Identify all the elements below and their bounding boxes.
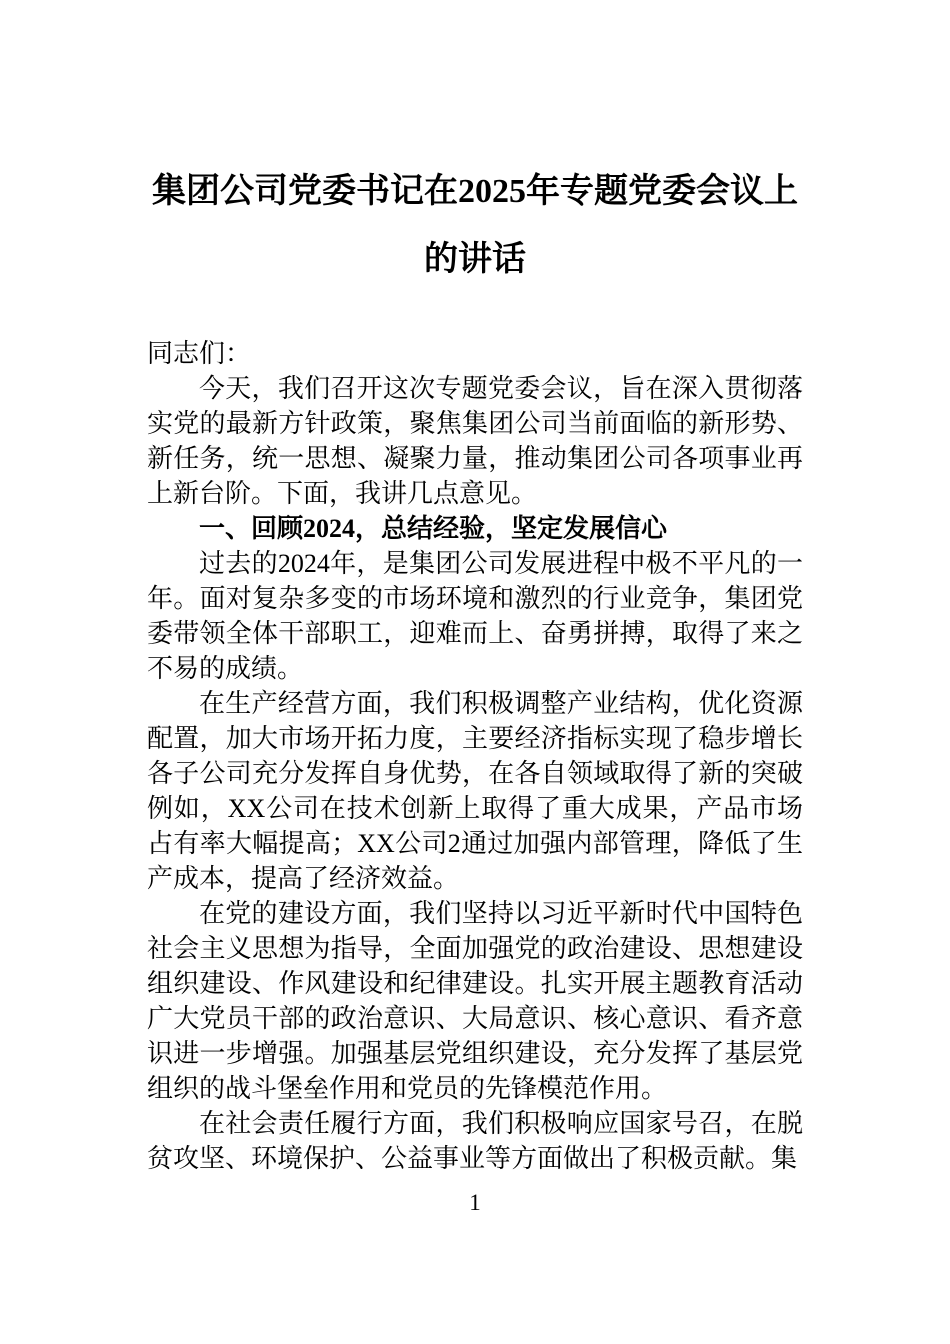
page-number: 1 bbox=[469, 1190, 481, 1215]
paragraph: 今天，我们召开这次专题党委会议，旨在深入贯彻落实党的最新方针政策，聚焦集团公司当前面临的新形势、新任务，统一思想、凝聚力量，推动集团公司各项事业再上新台阶。下面，我讲几点意见。 bbox=[147, 374, 803, 508]
section-heading: 一、回顾2024，总结经验，坚定发展信心 bbox=[199, 514, 668, 543]
document-body bbox=[147, 336, 803, 1176]
paragraph: 在社会责任履行方面，我们积极响应国家号召，在脱贫攻坚、环境保护、公益事业等方面做出了积极贡献。集 bbox=[147, 1109, 803, 1173]
paragraph: 在生产经营方面，我们积极调整产业结构，优化资源配置，加大市场开拓力度，主要经济指标实现了稳步增长各子公司充分发挥自身优势，在各自领域取得了新的突破例如，XX公司在技术创新上取得了重大成果，产品市场占有率大幅提高；XX公司2通过加强内部管理，降低了生产成本，提高了经济效益。 bbox=[147, 689, 803, 893]
paragraph: 在党的建设方面，我们坚持以习近平新时代中国特色社会主义思想为指导，全面加强党的政治建设、思想建设组织建设、作风建设和纪律建设。扎实开展主题教育活动广大党员干部的政治意识、大局意识、核心意识、看齐意识进一步增强。加强基层党组织建设，充分发挥了基层党组织的战斗堡垒作用和党员的先锋模范作用。 bbox=[147, 899, 803, 1103]
document-content bbox=[147, 158, 803, 1176]
document-title: 集团公司党委书记在2025年专题党委会议上的讲话 bbox=[152, 173, 798, 278]
paragraph: 同志们： bbox=[147, 339, 252, 368]
paragraph: 过去的2024年，是集团公司发展进程中极不平凡的一年。面对复杂多变的市场环境和激烈的行业竞争，集团党委带领全体干部职工，迎难而上、奋勇拼搏，取得了来之不易的成绩。 bbox=[147, 549, 803, 683]
